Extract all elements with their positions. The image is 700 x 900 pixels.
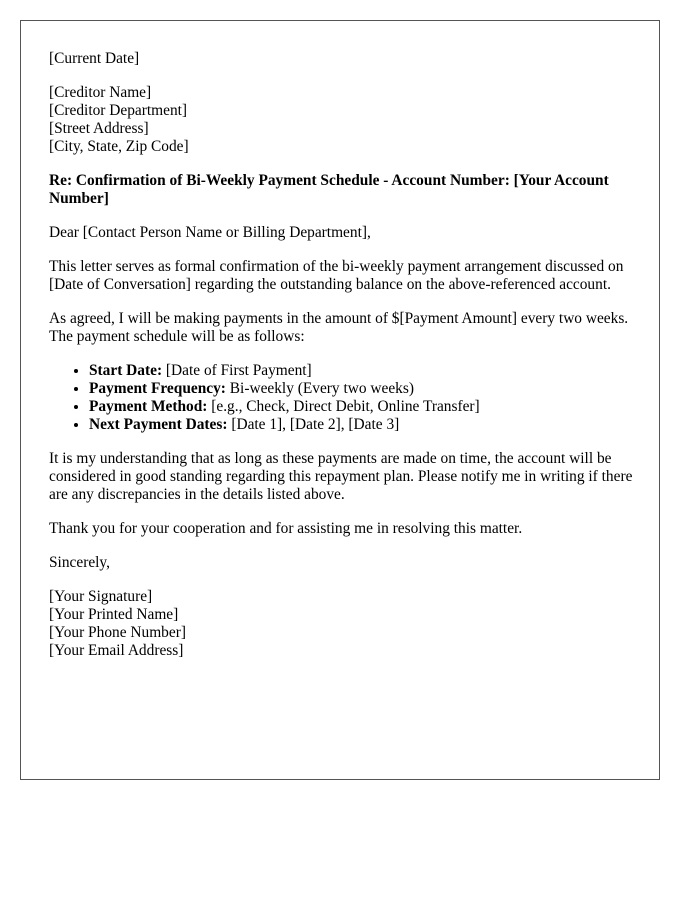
letter-date: [Current Date] <box>49 50 140 67</box>
list-item <box>89 362 639 380</box>
paragraph-payment-amount: As agreed, I will be making payments in the amount of $[Payment Amount] every two weeks. The payment schedule will be as follows: <box>49 310 629 345</box>
closing: Sincerely, <box>49 554 110 571</box>
recipient-street: [Street Address] <box>49 120 149 137</box>
letter-page <box>20 20 660 780</box>
phone-number: [Your Phone Number] <box>49 624 186 641</box>
subject-line: Re: Confirmation of Bi-Weekly Payment Schedule - Account Number: [Your Account Number] <box>49 172 609 207</box>
letter-content <box>49 50 639 676</box>
list-item <box>89 398 639 416</box>
printed-name: [Your Printed Name] <box>49 606 179 623</box>
paragraph-understanding: It is my understanding that as long as these payments are made on time, the account will be considered in good standing regarding this repayment plan. Please notify me in writing if there are any discrepancies in the details listed above. <box>49 450 633 503</box>
signature-block <box>49 588 639 660</box>
recipient-department: [Creditor Department] <box>49 102 188 119</box>
schedule-value: [Date of First Payment] <box>162 362 312 379</box>
schedule-value: Bi-weekly (Every two weeks) <box>225 380 414 397</box>
schedule-value: [e.g., Check, Direct Debit, Online Transfer] <box>207 398 480 415</box>
list-item <box>89 416 639 434</box>
schedule-label: Payment Frequency: <box>89 380 226 397</box>
paragraph-confirmation: This letter serves as formal confirmation of the bi-weekly payment arrangement discussed on [Date of Conversation] regarding the outstanding balance on the above-referenced account. <box>49 258 624 293</box>
signature-line: [Your Signature] <box>49 588 153 605</box>
paragraph-thanks: Thank you for your cooperation and for assisting me in resolving this matter. <box>49 520 523 537</box>
schedule-value: [Date 1], [Date 2], [Date 3] <box>227 416 400 433</box>
payment-schedule-list <box>49 362 639 434</box>
recipient-name: [Creditor Name] <box>49 84 152 101</box>
salutation: Dear [Contact Person Name or Billing Department], <box>49 224 371 241</box>
list-item <box>89 380 639 398</box>
email-address: [Your Email Address] <box>49 642 184 659</box>
recipient-address <box>49 84 639 156</box>
schedule-label: Next Payment Dates: <box>89 416 228 433</box>
schedule-label: Start Date: <box>89 362 163 379</box>
schedule-label: Payment Method: <box>89 398 208 415</box>
recipient-city-state-zip: [City, State, Zip Code] <box>49 138 189 155</box>
